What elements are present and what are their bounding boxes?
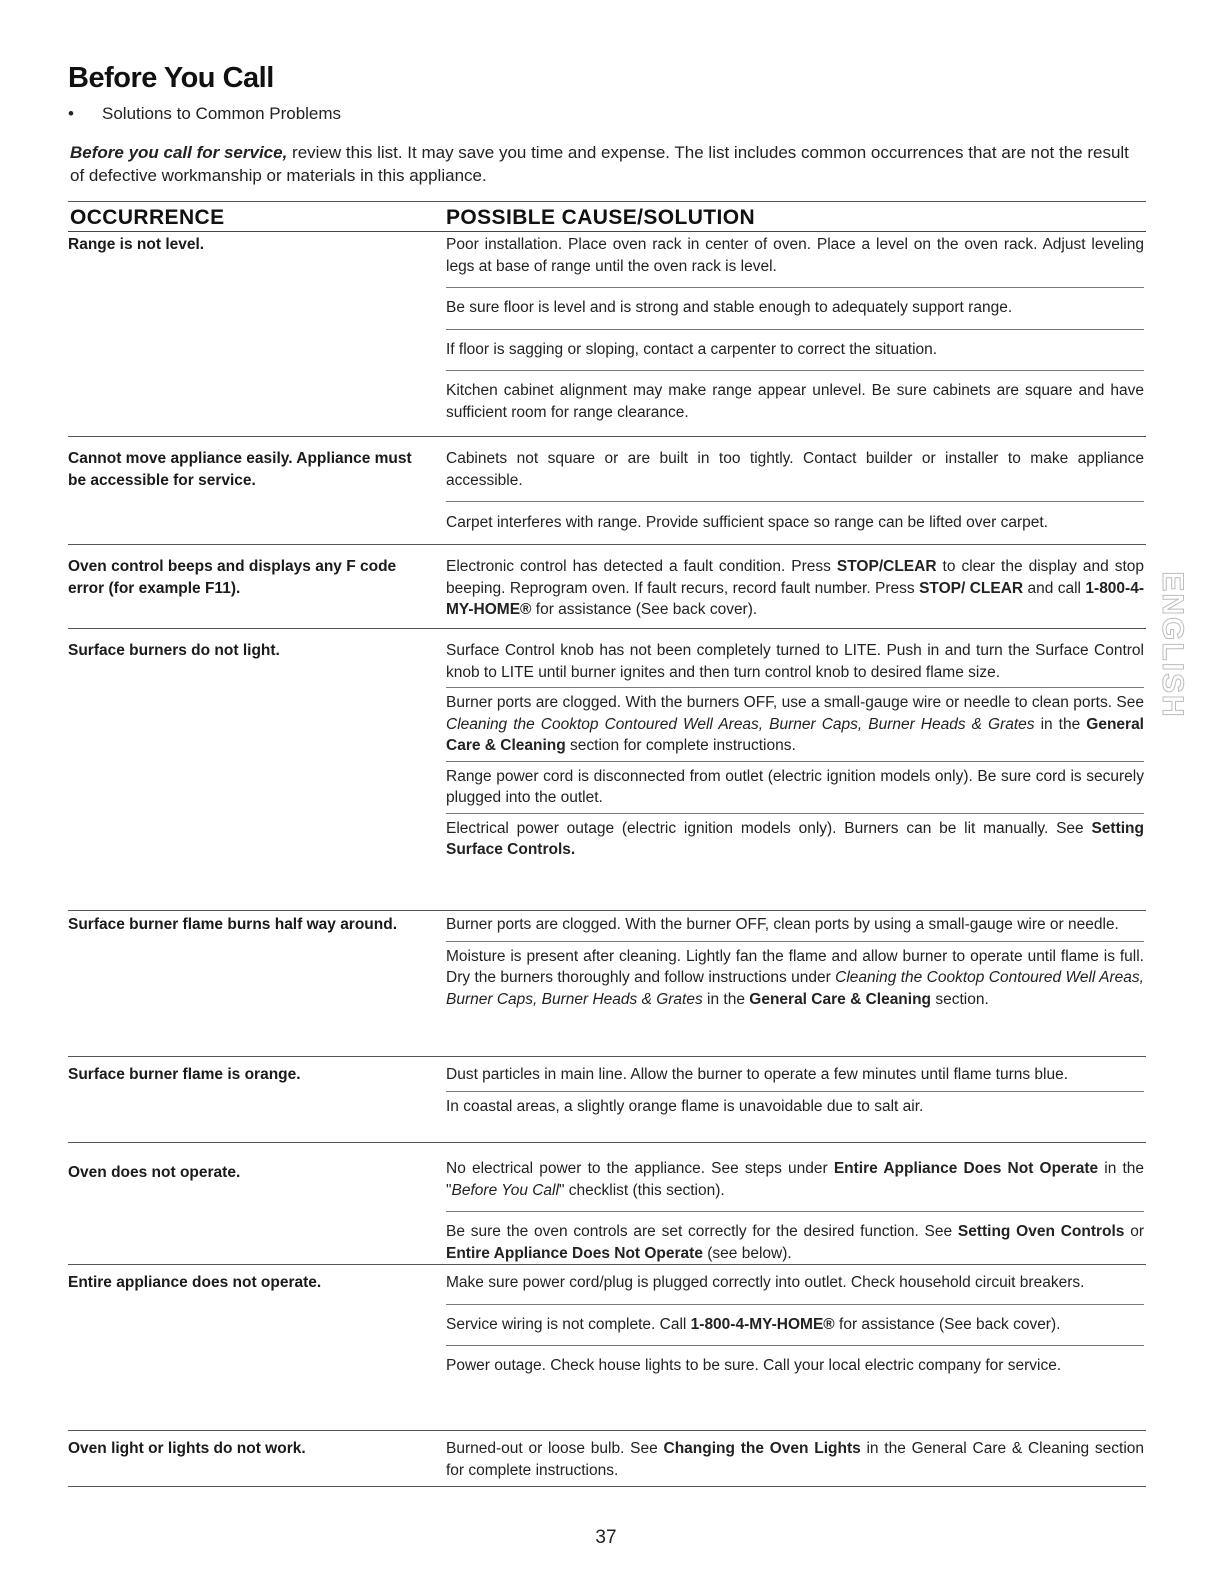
solution-segment: Cabinets not square or are built in too tightly. Contact builder or installer to make appliance accessible. [446,450,1144,489]
solution-segment: Carpet interferes with range. Provide sufficient space so range can be lifted over carpet. [446,514,1048,531]
occurrence-label: Entire appliance does not operate. [68,1274,322,1291]
solution-text [446,339,1144,361]
solution-segment: in the General Care & Cleaning section for complete instructions. [446,1440,1144,1479]
subtitle [68,104,341,124]
intro-lead: Before you call for service, [70,143,288,162]
solution-bold-term: Setting Surface Controls. [446,819,1144,858]
solution-list [446,914,1144,1010]
solution-italic-term: Before You Call [451,1181,559,1199]
solution-segment: Be sure floor is level and is strong and stable enough to adequately support range. [446,299,1013,316]
solution-text [446,234,1144,277]
solution-list [446,448,1144,534]
header-rule-bottom [68,231,1146,232]
occurrence-label: Oven control beeps and displays any F code error (for example F11). [68,558,397,597]
occurrence-label: Surface burner flame is orange. [68,1066,301,1083]
solution-italic-term: Cleaning the Cooktop Contoured Well Areas, Burner Caps, Burner Heads & Grates [446,715,1035,733]
solution-bold-term: Entire Appliance Does Not Operate [446,1244,703,1262]
solution-text [446,818,1144,861]
solution-segment: and call [1023,579,1086,597]
row-divider [68,1264,1146,1265]
solution-text [446,1221,1144,1264]
solution-segment: for assistance (See back cover). [531,601,758,618]
solution-segment: In coastal areas, a slightly orange flame is unavoidable due to salt air. [446,1097,924,1115]
solution-bold-term: Setting Oven Controls [957,1223,1125,1240]
header-rule-top [68,201,1146,202]
solution-text [446,946,1144,1011]
solution-bold-term: 1-800-4-MY-HOME® [446,579,1144,618]
solution-segment: in the [1034,715,1087,733]
row-divider [68,628,1146,629]
solution-list [446,234,1144,423]
language-tab-label: ENGLISH [1156,571,1189,719]
column-header-solution: POSSIBLE CAUSE/SOLUTION [446,206,756,229]
occurrence-label: Oven light or lights do not work. [68,1440,306,1457]
solution-segment: to clear the display and stop beeping. Reprogram oven. If fault recurs, record fault number. Press [446,558,1144,597]
solution-segment: in the " [446,1160,1144,1199]
solution-segment: Electrical power outage (electric ignition models only). Burners can be lit manually. See [446,819,1092,837]
solution-text [446,1272,1144,1294]
solution-segment: Burner ports are clogged. With the burners OFF, use a small-gauge wire or needle to clean ports. See [446,694,1144,711]
solution-segment: Poor installation. Place oven rack in center of oven. Place a level on the oven rack. Adjust leveling legs at base of range until the oven rack is level. [446,236,1144,275]
language-tab [1152,571,1192,719]
solution-text [446,1314,1144,1336]
occurrence-label: Oven does not operate. [68,1164,241,1181]
page-number: 37 [595,1527,617,1548]
solution-segment: No electrical power to the appliance. See steps under [446,1160,834,1177]
subtitle-text: Solutions to Common Problems [102,104,342,123]
solution-text [446,1096,1144,1118]
solution-segment: Power outage. Check house lights to be sure. Call your local electric company for service. [446,1357,1062,1374]
solution-list [446,1064,1144,1117]
solution-text [446,448,1144,491]
bullet: • [68,104,74,123]
solution-segment: section. [931,990,989,1008]
solution-list [446,556,1144,621]
solution-segment: (see below). [702,1244,792,1262]
column-header-occurrence: OCCURRENCE [70,206,225,229]
occurrence-label: Cannot move appliance easily. Appliance must be accessible for service. [68,450,412,489]
solution-list [446,1272,1144,1377]
solution-text [446,692,1144,757]
solution-segment: or [1124,1223,1144,1240]
solution-bold-term: STOP/ CLEAR [919,579,1024,597]
solution-text [446,297,1144,319]
solution-segment: Electronic control has detected a fault condition. Press [446,558,837,575]
solution-bold-term: 1-800-4-MY-HOME® [690,1315,835,1333]
solution-segment: " checklist (this section). [558,1181,725,1199]
row-divider [68,436,1146,437]
solution-text [446,512,1144,534]
row-divider [68,1486,1146,1487]
solution-text [446,640,1144,683]
solution-bold-term: Entire Appliance Does Not Operate [833,1160,1099,1177]
solution-text [446,1158,1144,1201]
intro-text: review this list. It may save you time and expense. The list includes common occurrences that are not the result of defective workmanship or materials in this appliance. [70,143,1129,185]
row-divider [68,544,1146,545]
page-title: Before You Call [68,62,274,94]
solution-text [446,380,1144,423]
solution-text [446,1355,1144,1377]
solution-segment: Kitchen cabinet alignment may make range appear unlevel. Be sure cabinets are square and have sufficient room for range clearance. [446,382,1144,421]
solution-text [446,1438,1144,1481]
solution-segment: Service wiring is not complete. Call [446,1315,691,1333]
solution-bold-term: Changing the Oven Lights [663,1440,861,1457]
solution-text [446,1064,1144,1086]
solution-bold-term: General Care & Cleaning [446,715,1144,754]
solution-segment: Burner ports are clogged. With the burner OFF, clean ports by using a small-gauge wire or needle. [446,916,1119,933]
row-divider [68,1056,1146,1057]
solution-text [446,556,1144,621]
occurrence-label: Range is not level. [68,236,205,253]
row-divider [68,1142,1146,1143]
solution-segment: Range power cord is disconnected from outlet (electric ignition models only). Be sure cord is securely plugged into the outlet. [446,767,1144,806]
solution-list [446,640,1144,861]
row-divider [68,1430,1146,1431]
occurrence-label: Surface burner flame burns half way around. [68,916,398,933]
solution-segment: Dust particles in main line. Allow the burner to operate a few minutes until flame turns blue. [446,1066,1069,1083]
solution-segment: If floor is sagging or sloping, contact a carpenter to correct the situation. [446,340,938,358]
solution-segment: Be sure the oven controls are set correctly for the desired function. See [446,1223,958,1240]
solution-bold-term: STOP/CLEAR [836,558,937,575]
solution-list [446,1438,1144,1481]
solution-list [446,1158,1144,1264]
solution-segment: for assistance (See back cover). [834,1315,1061,1333]
occurrence-label: Surface burners do not light. [68,642,280,659]
solution-italic-term: Cleaning the Cooktop Contoured Well Areas, Burner Caps, Burner Heads & Grates [446,969,1144,1008]
solution-segment: Surface Control knob has not been completely turned to LITE. Push in and turn the Surface Control knob to LITE until burner ignites and then turn control knob to desired flame size. [446,642,1144,681]
solution-segment: Moisture is present after cleaning. Lightly fan the flame and allow burner to operate until flame is full. Dry the burners thoroughly and follow instructions under [446,947,1144,986]
solution-segment: section for complete instructions. [565,737,796,754]
solution-text [446,766,1144,809]
solution-bold-term: General Care & Cleaning [749,990,932,1008]
solution-segment: Burned-out or loose bulb. See [446,1440,664,1457]
row-divider [68,910,1146,911]
solution-segment: in the [702,990,750,1008]
intro-paragraph [70,141,1145,187]
solution-segment: Make sure power cord/plug is plugged correctly into outlet. Check household circuit breakers. [446,1274,1085,1291]
solution-text [446,914,1144,936]
